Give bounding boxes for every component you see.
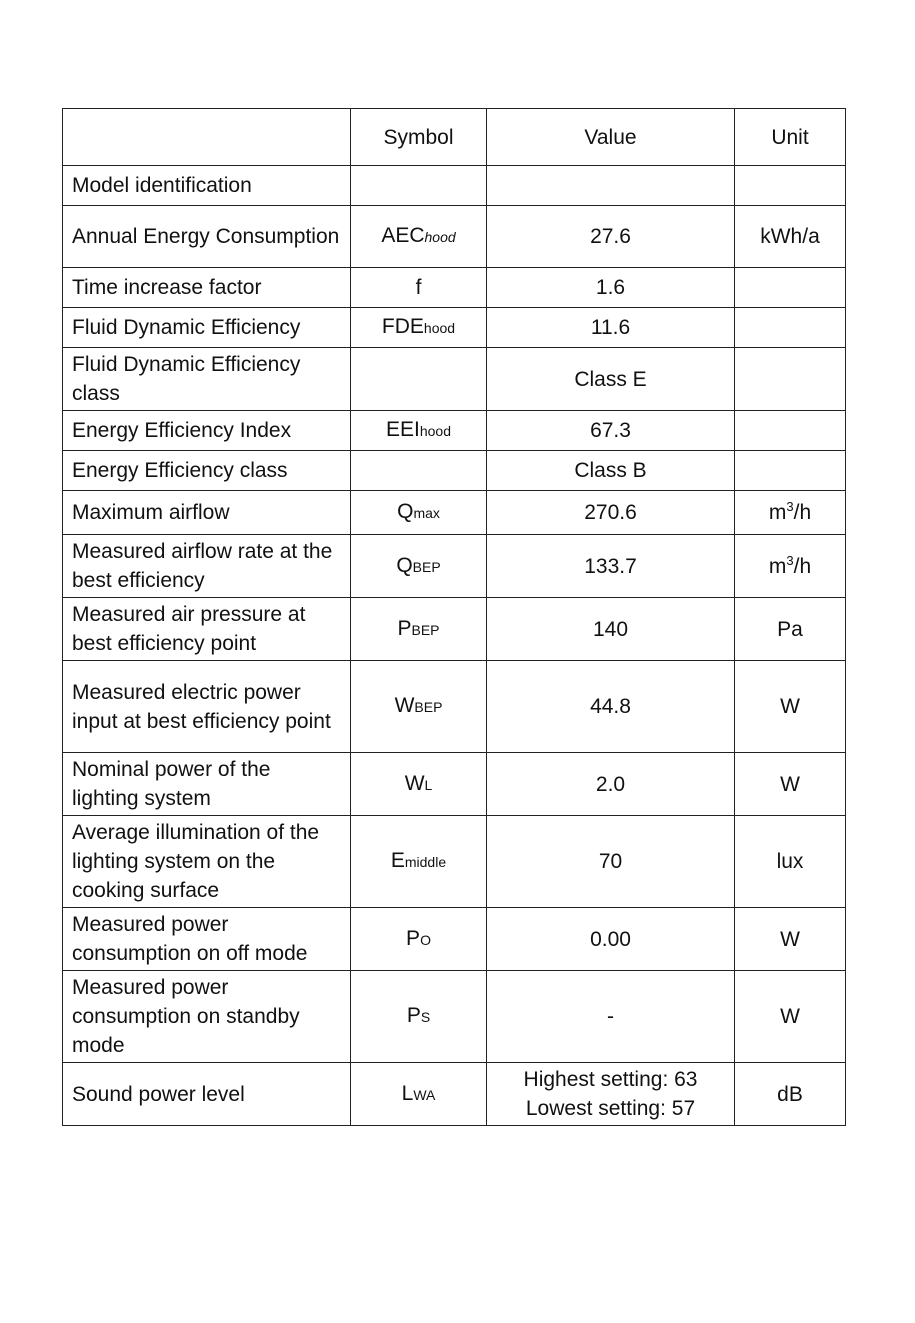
row-parameter: Measured power consumption on off mode [63, 908, 351, 971]
symbol-subscript: hood [419, 423, 451, 439]
symbol-subscript: hood [423, 320, 456, 336]
row-symbol [351, 206, 487, 268]
table-row [63, 908, 846, 971]
unit-superscript: 3 [786, 499, 794, 514]
row-parameter: Measured airflow rate at the best efficiency [63, 535, 351, 598]
table-row [63, 661, 846, 753]
row-value: 0.00 [487, 908, 735, 971]
table-row [63, 268, 846, 308]
table-row [63, 451, 846, 491]
row-parameter: Model identification [63, 166, 351, 206]
row-value: 1.6 [487, 268, 735, 308]
row-parameter: Measured electric power input at best efficiency point [63, 661, 351, 753]
row-unit [735, 308, 846, 348]
row-symbol [351, 816, 487, 908]
symbol-subscript: S [420, 1009, 431, 1025]
row-unit: W [735, 661, 846, 753]
row-symbol [351, 661, 487, 753]
row-parameter: Fluid Dynamic Efficiency [63, 308, 351, 348]
row-symbol [351, 753, 487, 816]
row-symbol [351, 268, 487, 308]
row-parameter: Energy Efficiency class [63, 451, 351, 491]
header-value: Value [487, 109, 735, 166]
row-value: 270.6 [487, 491, 735, 535]
row-unit: W [735, 753, 846, 816]
row-parameter: Measured power consumption on standby mode [63, 971, 351, 1063]
header-parameter [63, 109, 351, 166]
row-value: - [487, 971, 735, 1063]
row-value: 11.6 [487, 308, 735, 348]
row-value: 133.7 [487, 535, 735, 598]
symbol-subscript: BEP [414, 699, 443, 715]
table-row [63, 971, 846, 1063]
table-row [63, 1063, 846, 1126]
row-symbol [351, 535, 487, 598]
symbol-main: EEI [385, 418, 420, 441]
row-symbol [351, 1063, 487, 1126]
symbol-main: Q [397, 500, 414, 523]
row-unit: dB [735, 1063, 846, 1126]
table-row [63, 411, 846, 451]
specification-table [62, 108, 846, 1126]
row-symbol [351, 308, 487, 348]
row-symbol [351, 166, 487, 206]
row-value: 2.0 [487, 753, 735, 816]
row-unit [735, 491, 846, 535]
row-unit: W [735, 971, 846, 1063]
symbol-subscript: O [420, 931, 431, 948]
symbol-subscript: max [413, 505, 440, 521]
table-row [63, 753, 846, 816]
header-symbol: Symbol [351, 109, 487, 166]
symbol-subscript: BEP [412, 558, 441, 575]
header-unit: Unit [735, 109, 846, 166]
symbol-subscript: L [424, 776, 433, 793]
row-symbol [351, 598, 487, 661]
table-row [63, 598, 846, 661]
table-row [63, 166, 846, 206]
row-value: Class B [487, 451, 735, 491]
row-symbol [351, 971, 487, 1063]
unit-superscript: 3 [786, 552, 794, 568]
unit-rest: /h [793, 501, 812, 524]
row-parameter: Maximum airflow [63, 491, 351, 535]
row-parameter: Energy Efficiency Index [63, 411, 351, 451]
row-parameter: Average illumination of the lighting system on the cooking surface [63, 816, 351, 908]
row-value [487, 1063, 735, 1126]
row-parameter: Measured air pressure at best efficiency point [63, 598, 351, 661]
table-row [63, 206, 846, 268]
row-unit [735, 268, 846, 308]
symbol-main: AEC [381, 224, 425, 247]
unit-base: m [768, 501, 787, 524]
row-unit [735, 166, 846, 206]
symbol-subscript: WA [413, 1086, 436, 1103]
row-parameter: Annual Energy Consumption [63, 206, 351, 268]
row-unit: W [735, 908, 846, 971]
value-line-highest: Highest setting: 63 [523, 1068, 698, 1091]
value-line-lowest: Lowest setting: 57 [525, 1097, 696, 1120]
row-unit: Pa [735, 598, 846, 661]
symbol-main: P [397, 616, 412, 640]
symbol-main: Q [396, 553, 413, 577]
symbol-main: W [404, 771, 425, 795]
symbol-main: E [390, 849, 405, 872]
symbol-main: P [406, 926, 421, 950]
row-value [487, 166, 735, 206]
row-unit [735, 535, 846, 598]
row-symbol [351, 451, 487, 491]
row-parameter: Fluid Dynamic Efficiency class [63, 348, 351, 411]
symbol-subscript: hood [424, 229, 456, 245]
table-row [63, 308, 846, 348]
row-unit: lux [735, 816, 846, 908]
symbol-main: L [401, 1081, 414, 1105]
unit-rest: /h [793, 554, 812, 578]
row-symbol [351, 491, 487, 535]
row-unit [735, 451, 846, 491]
symbol-main: FDE [381, 315, 424, 338]
symbol-main: W [394, 694, 415, 717]
row-value: 70 [487, 816, 735, 908]
symbol-subscript: middle [404, 854, 447, 870]
row-value: 44.8 [487, 661, 735, 753]
row-unit [735, 411, 846, 451]
symbol-subscript: BEP [411, 621, 440, 638]
row-parameter: Sound power level [63, 1063, 351, 1126]
row-value: 140 [487, 598, 735, 661]
symbol-main: f [415, 276, 422, 299]
row-unit: kWh/a [735, 206, 846, 268]
row-symbol [351, 908, 487, 971]
row-symbol [351, 411, 487, 451]
table-row [63, 535, 846, 598]
row-parameter: Nominal power of the lighting system [63, 753, 351, 816]
table-row [63, 491, 846, 535]
row-unit [735, 348, 846, 411]
table-row [63, 816, 846, 908]
row-value: Class E [487, 348, 735, 411]
symbol-main: P [406, 1004, 421, 1027]
row-value: 27.6 [487, 206, 735, 268]
row-value: 67.3 [487, 411, 735, 451]
unit-base: m [768, 554, 787, 578]
row-symbol [351, 348, 487, 411]
table-row [63, 348, 846, 411]
row-parameter: Time increase factor [63, 268, 351, 308]
table-header-row [63, 109, 846, 166]
